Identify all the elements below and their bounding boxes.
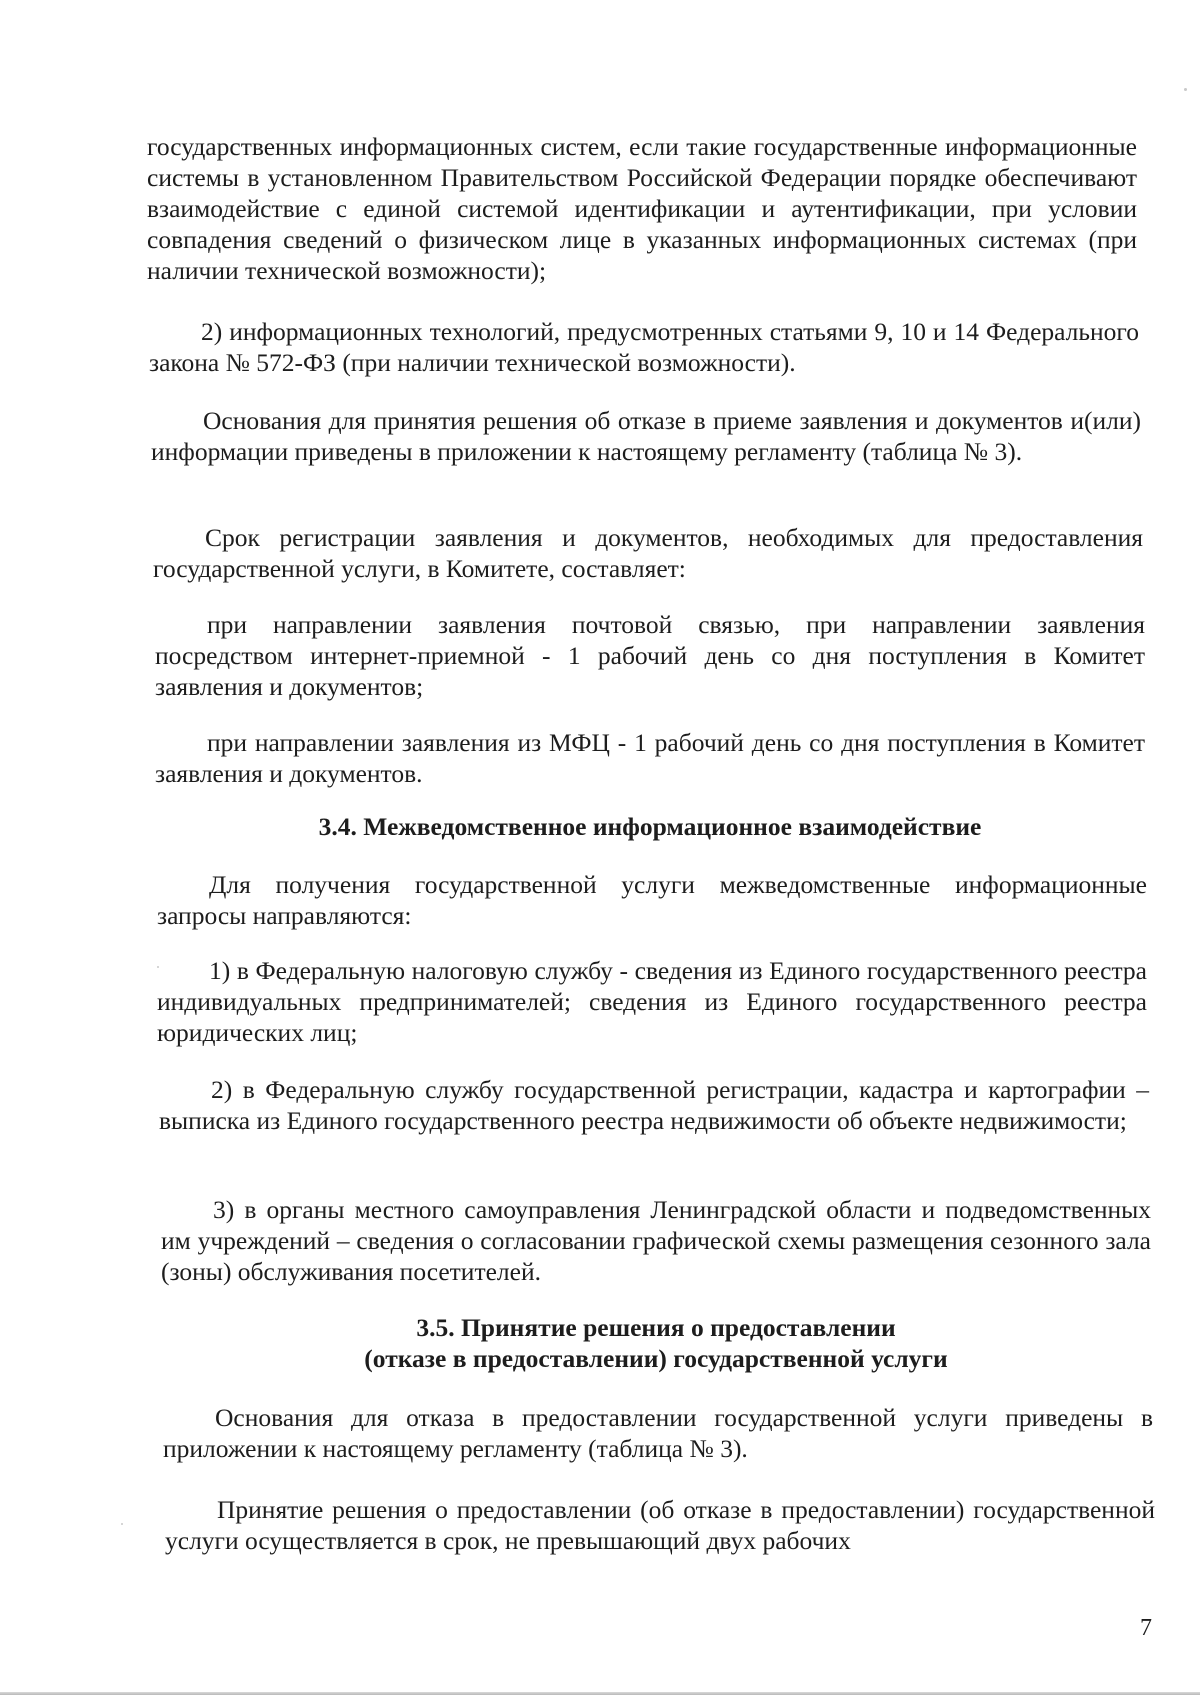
list-item-registration-service: 2) в Федеральную службу государственной регистрации, кадастра и картографии – выписка из Единого государственного реестра недвижимости об объекте недвижимости; [159,1075,1149,1135]
heading-section-3-5-line-1: 3.5. Принятие решения о предоставлении [416,1313,896,1342]
scan-speck [1184,88,1187,91]
paragraph-information-technologies: 2) информационных технологий, предусмотренных статьями 9, 10 и 14 Федерального закона № 572-ФЗ (при наличии технической возможности). [149,317,1139,377]
scan-speck [157,966,159,968]
heading-section-3-5-line-2: (отказе в предоставлении) государственной услуги [364,1344,948,1373]
list-item-local-government: 3) в органы местного самоуправления Ленинградской области и подведомственных им учреждений – сведения о согласовании графической схемы размещения сезонного зала (зоны) обслуживания посетителей. [161,1195,1151,1286]
paragraph-refusal-grounds-intake: Основания для принятия решения об отказе в приеме заявления и документов и(или) информации приведены в приложении к настоящему регламенту (таблица № 3). [151,406,1141,466]
paragraph-decision-term: Принятие решения о предоставлении (об отказе в предоставлении) государственной услуги осуществляется в срок, не превышающий двух рабочих [165,1495,1155,1555]
paragraph-registration-term: Срок регистрации заявления и документов, необходимых для предоставления государственной услуги, в Комитете, составляет: [153,523,1143,583]
paragraph-interagency-requests: Для получения государственной услуги межведомственные информационные запросы направляются: [157,870,1147,930]
paragraph-identification-systems: государственных информационных систем, если такие государственные информационные системы в установленном Правительством Российской Федерации порядке обеспечивают взаимодействие с единой системой идентификации и аутентификации, при условии совпадения сведений о физическом лице в указанных информационных системах (при наличии технической возможности); [147,132,1137,285]
page-number: 7 [1140,1615,1152,1641]
scan-bottom-edge [0,1692,1200,1695]
scan-speck [121,1523,123,1525]
paragraph-mail-internet-submission: при направлении заявления почтовой связью, при направлении заявления посредством интернет-приемной - 1 рабочий день со дня поступления в Комитет заявления и документов; [155,610,1145,701]
paragraph-mfc-submission: при направлении заявления из МФЦ - 1 рабочий день со дня поступления в Комитет заявления и документов. [155,728,1145,788]
list-item-tax-service: 1) в Федеральную налоговую службу - сведения из Единого государственного реестра индивидуальных предпринимателей; сведения из Единого государственного реестра юридических лиц; [157,956,1147,1047]
paragraph-refusal-grounds-service: Основания для отказа в предоставлении государственной услуги приведены в приложении к настоящему регламенту (таблица № 3). [163,1403,1153,1463]
heading-section-3-4: 3.4. Межведомственное информационное взаимодействие [318,812,982,841]
